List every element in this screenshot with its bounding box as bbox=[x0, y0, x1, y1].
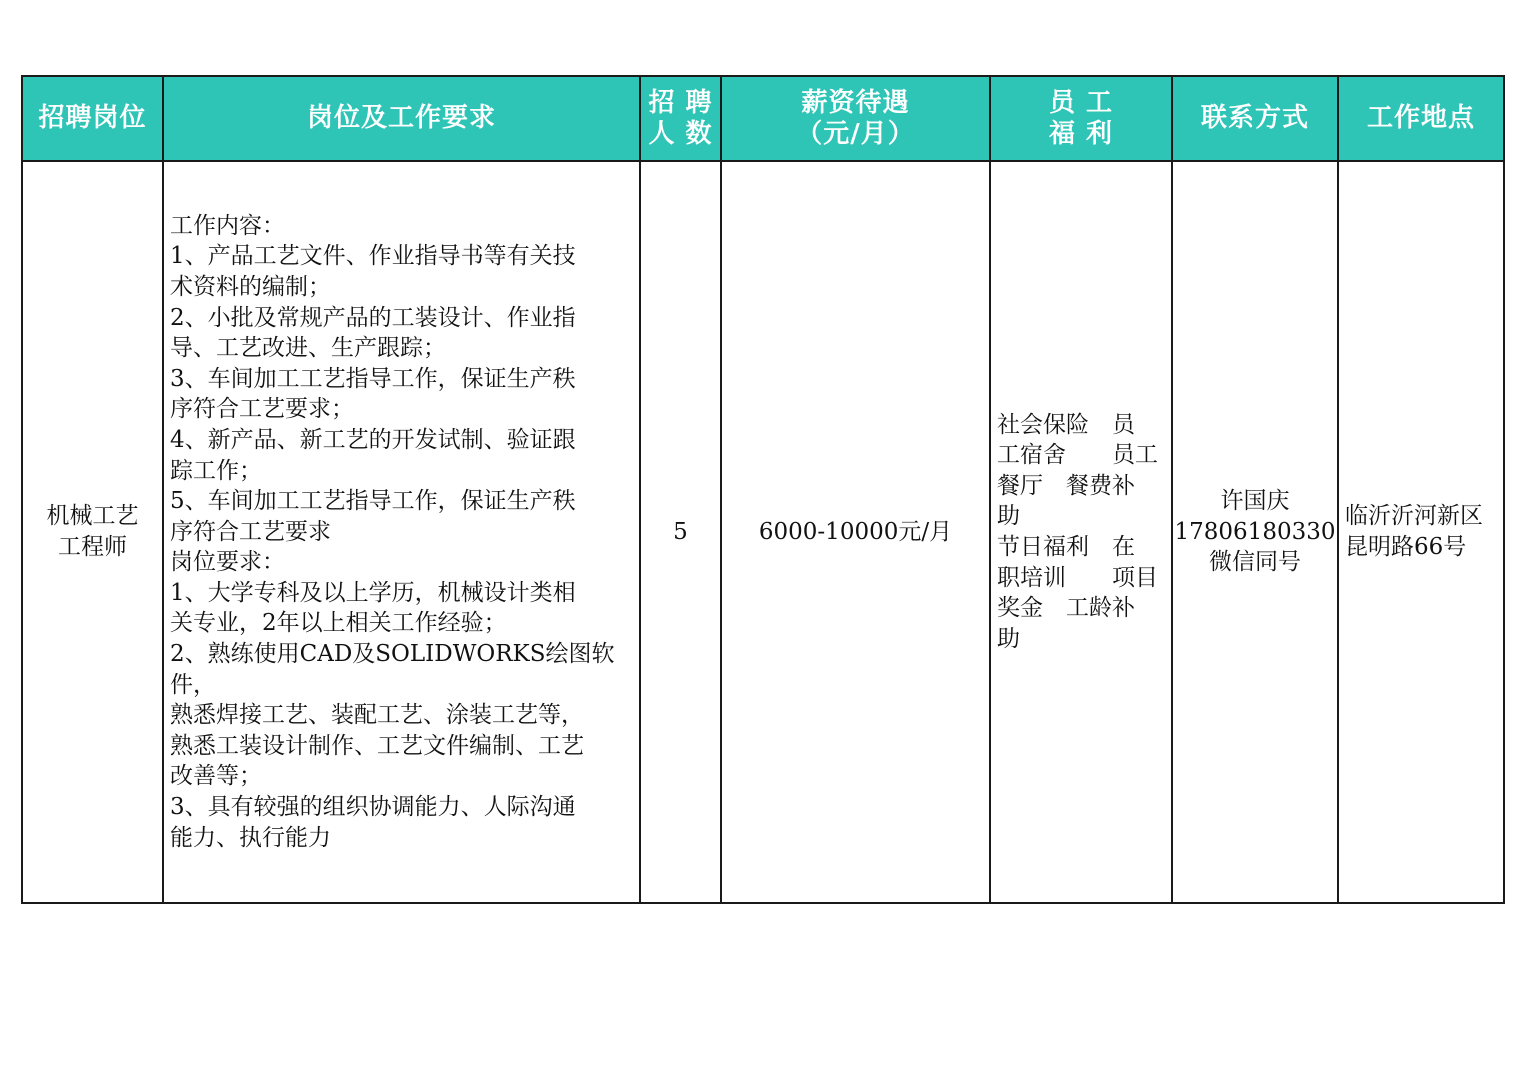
header-contact: 联系方式 bbox=[1172, 76, 1338, 161]
cell-contact: 许国庆 17806180330 微信同号 bbox=[1172, 161, 1338, 903]
cell-salary: 6000-10000元/月 bbox=[721, 161, 990, 903]
header-headcount: 招 聘 人 数 bbox=[640, 76, 721, 161]
header-location: 工作地点 bbox=[1338, 76, 1504, 161]
job-recruitment-table bbox=[21, 75, 1505, 904]
cell-position: 机械工艺 工程师 bbox=[22, 161, 163, 903]
cell-location: 临沂沂河新区 昆明路66号 bbox=[1338, 161, 1504, 903]
header-row bbox=[22, 76, 1504, 161]
cell-welfare: 社会保险 员 工宿舍 员工 餐厅 餐费补 助 节日福利 在 职培训 项目 奖金 工龄补 助 bbox=[990, 161, 1172, 903]
cell-requirements: 工作内容： 1、产品工艺文件、作业指导书等有关技 术资料的编制； 2、小批及常规产品的工装设计、作业指 导、工艺改进、生产跟踪； 3、车间加工工艺指导工作，保证生产秩 序符合工艺要求； 4、新产品、新工艺的开发试制、验证跟 踪工作； 5、车间加工工艺指导工作，保证生产秩 序符合工艺要求 岗位要求： 1、大学专科及以上学历，机械设计类相 关专业，2年以上相关工作经验； 2、熟练使用CAD及SOLIDWORKS绘图软件， 熟悉焊接工艺、装配工艺、涂装工艺等， 熟悉工装设计制作、工艺文件编制、工艺 改善等； 3、具有较强的组织协调能力、人际沟通 能力、执行能力 bbox=[163, 161, 640, 903]
header-requirements: 岗位及工作要求 bbox=[163, 76, 640, 161]
header-welfare: 员 工 福 利 bbox=[990, 76, 1172, 161]
header-position: 招聘岗位 bbox=[22, 76, 163, 161]
table-header bbox=[22, 76, 1504, 161]
header-salary: 薪资待遇 （元/月） bbox=[721, 76, 990, 161]
table-row bbox=[22, 161, 1504, 903]
cell-headcount: 5 bbox=[640, 161, 721, 903]
table-body bbox=[22, 161, 1504, 903]
